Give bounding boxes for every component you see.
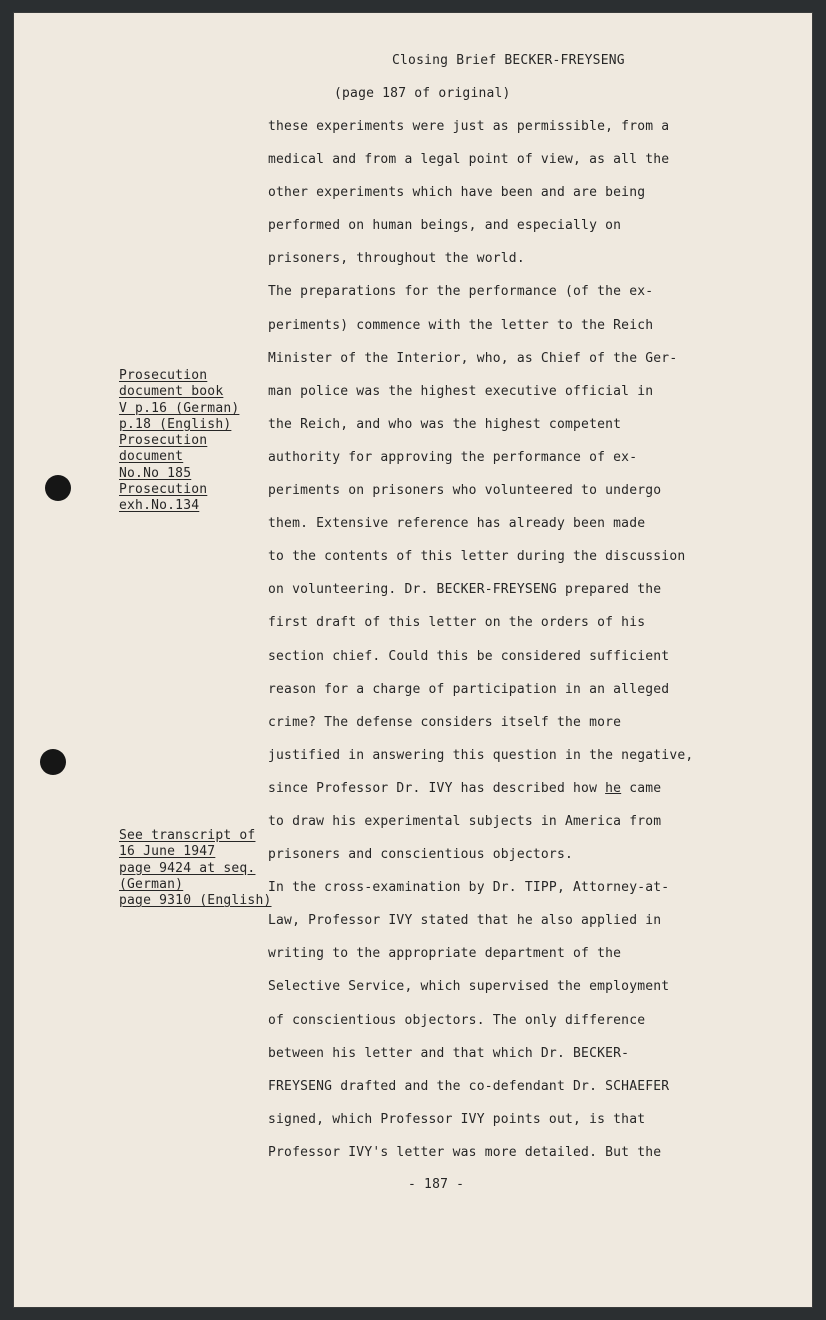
body-line: of conscientious objectors. The only difference	[268, 1012, 646, 1028]
body-line: other experiments which have been and are being	[268, 185, 646, 201]
body-line: In the cross-examination by Dr. TIPP, Attorney-at-	[268, 880, 670, 896]
body-line: to draw his experimental subjects in America from	[268, 813, 662, 829]
margin-note-line: document	[119, 449, 184, 465]
body-line: performed on human beings, and especially on	[268, 218, 622, 234]
body-line: to the contents of this letter during the discussion	[268, 549, 686, 565]
body-line: these experiments were just as permissible, from a	[268, 119, 670, 134]
body-line: reason for a charge of participation in an alleged	[268, 681, 670, 697]
body-line: prisoners and conscientious objectors.	[268, 847, 574, 863]
margin-note-line: page 9310 (English)	[119, 893, 272, 909]
body-line: man police was the highest executive official in	[268, 383, 654, 399]
body-line: The preparations for the performance (of the ex-	[268, 284, 654, 300]
body-line: first draft of this letter on the orders of his	[268, 615, 646, 631]
margin-note-line: Prosecution	[119, 368, 208, 383]
body-line: between his letter and that which Dr. BECKER-	[268, 1045, 630, 1061]
margin-note-line: Prosecution	[119, 433, 208, 449]
margin-note-line: exh.No.134	[119, 498, 200, 514]
body-line: crime? The defense considers itself the more	[268, 714, 622, 730]
document-title: Closing Brief BECKER-FREYSENG	[392, 53, 625, 68]
margin-note-line: No.No 185	[119, 465, 192, 481]
body-line: periments on prisoners who volunteered to undergo	[268, 483, 662, 499]
body-line: Law, Professor IVY stated that he also applied in	[268, 913, 662, 929]
punch-hole	[40, 749, 66, 775]
body-line: Professor IVY's letter was more detailed. But the	[268, 1144, 662, 1160]
margin-note-line: See transcript of	[119, 828, 256, 843]
margin-note-line: p.18 (English)	[119, 416, 232, 432]
punch-hole	[45, 475, 71, 501]
margin-note-line: (German)	[119, 876, 184, 892]
body-line: section chief. Could this be considered sufficient	[268, 648, 670, 664]
margin-note-line: page 9424 at seq.	[119, 860, 256, 876]
body-line: FREYSENG drafted and the co-defendant Dr. SCHAEFER	[268, 1078, 670, 1094]
body-line: signed, which Professor IVY points out, is that	[268, 1111, 646, 1127]
body-line: medical and from a legal point of view, as all the	[268, 152, 670, 168]
margin-note-transcript	[119, 828, 272, 909]
body-line: writing to the appropriate department of the	[268, 946, 622, 962]
margin-note-line: V p.16 (German)	[119, 400, 240, 416]
body-line: periments) commence with the letter to the Reich	[268, 317, 654, 333]
body-text	[268, 118, 728, 1177]
document-subtitle: (page 187 of original)	[334, 86, 511, 101]
body-line: Selective Service, which supervised the employment	[268, 979, 670, 995]
body-line: justified in answering this question in the negative,	[268, 747, 694, 763]
body-line: them. Extensive reference has already been made	[268, 516, 646, 532]
margin-note-line: 16 June 1947	[119, 844, 216, 860]
body-line: Minister of the Interior, who, as Chief of the Ger-	[268, 350, 678, 366]
page-number: - 187 -	[408, 1177, 465, 1192]
body-line-segment: since Professor Dr. IVY has described how	[268, 780, 606, 796]
body-line: prisoners, throughout the world.	[268, 251, 525, 267]
document-page	[14, 13, 812, 1307]
body-line: on volunteering. Dr. BECKER-FREYSENG prepared the	[268, 582, 662, 598]
margin-note-line: document book	[119, 384, 224, 400]
margin-note-prosecution-document	[119, 368, 239, 515]
emphasized-word: he	[605, 780, 622, 796]
body-line: the Reich, and who was the highest competent	[268, 416, 622, 432]
body-line-segment: came	[621, 780, 662, 796]
margin-note-line: Prosecution	[119, 482, 208, 498]
body-line	[268, 780, 728, 813]
body-line: authority for approving the performance of ex-	[268, 449, 638, 465]
